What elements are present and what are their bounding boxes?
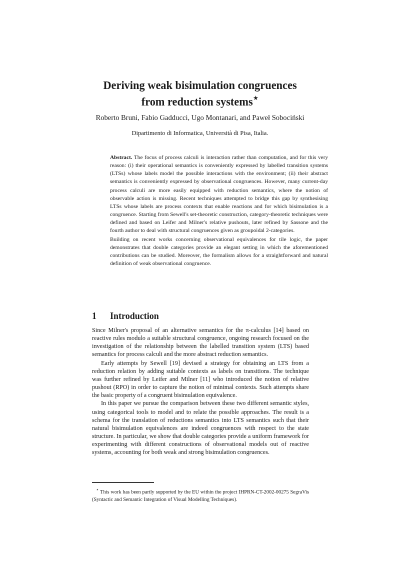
affiliation: Dipartimento di Informatica, Università di Pisa, Italia. [131, 130, 269, 137]
introduction-body [92, 327, 309, 458]
abstract-paragraph-2: Building on recent works concerning observational equivalences for tile logic, the paper demonstrates that double categories provide an elegant setting in which the aforementioned contributions can be studied. Moreover, the formalism allows for a straightforward and natural definition of weak observational congruence. [110, 236, 328, 268]
section-heading [92, 311, 159, 322]
paper-title [60, 80, 340, 110]
author-list: Roberto Bruni, Fabio Gadducci, Ugo Montanari, and Paweł Sobociński [95, 113, 305, 122]
footnote-mark: ⋆ [96, 487, 99, 492]
footnote-rule [92, 482, 154, 483]
title-line-1: Deriving weak bisimulation congruences [103, 80, 297, 92]
abstract [110, 154, 328, 268]
body-paragraph-1: Since Milner's proposal of an alternative semantics for the π-calculus [14] based on reactive rules modulo a suitable structural congruence, ongoing research focused on the investigation of the relationship between the labelled transition system (LTS) based semantics for process calculi and the more abstract reduction semantics. [92, 328, 309, 359]
abstract-label: Abstract. [110, 155, 133, 161]
footnote [92, 486, 309, 504]
body-paragraph-2: Early attempts by Sewell [19] devised a strategy for obtaining an LTS from a reduction relation by adding suitable contexts as labels on transitions. The technique was further refined by Leifer and Milner [11] who introduced the notion of relative pushout (RPO) in order to capture the notion of minimal contexts. Such attempts share the basic property of a congruent bisimulation equivalence. [92, 360, 309, 400]
title-line-2-text: from reduction systems [141, 96, 253, 109]
abstract-text: The focus of process calculi is interaction rather than computation, and for this very reason: (i) their operational semantics is conveniently expressed by labelled transition systems (LTSs) whose labels model the possible interactions with the environment; (ii) their abstract semantics is conveniently expressed by observational congruences. However, many current-day process calculi are more easily equipped with reduction semantics, where the notion of observable action is missing. Recent techniques attempted to bridge this gap by synthesising LTSs whose labels are process contexts that enable reactions and for which bisimulation is a congruence. Starting from Sewell's set-theoretic construction, category-theoretic techniques were defined and based on Leifer and Milner's relative pushouts, later refined by Sassone and the fourth author to deal with structural congruences given as groupoidal 2-categories. [110, 155, 328, 235]
section-title: Introduction [110, 311, 159, 321]
footnote-paragraph [92, 486, 309, 504]
body-paragraph-3: In this paper we pursue the comparison between these two different semantic styles, using categorical tools to model and to relate the possible approaches. The result is a schema for the translation of reductions semantics into LTS semantics such that their natural bisimulation equivalences are indeed congruences with respect to the state structure. In particular, we show that double categories provide a uniform framework for experimenting with different constructions of observational models out of reactive systems, accounting for both weak and strong bisimulation congruences. [92, 401, 309, 457]
title-footnote-mark: ⋆ [252, 94, 259, 104]
title-line-2 [60, 93, 340, 110]
section-number: 1 [92, 311, 97, 321]
footnote-text: This work has been partly supported by the EU within the project IHPRN-CT-2002-00275 SegraVis (Syntactic and Semantic Integration of Visual Modelling Techniques). [92, 489, 309, 503]
abstract-paragraph-1 [110, 154, 328, 236]
